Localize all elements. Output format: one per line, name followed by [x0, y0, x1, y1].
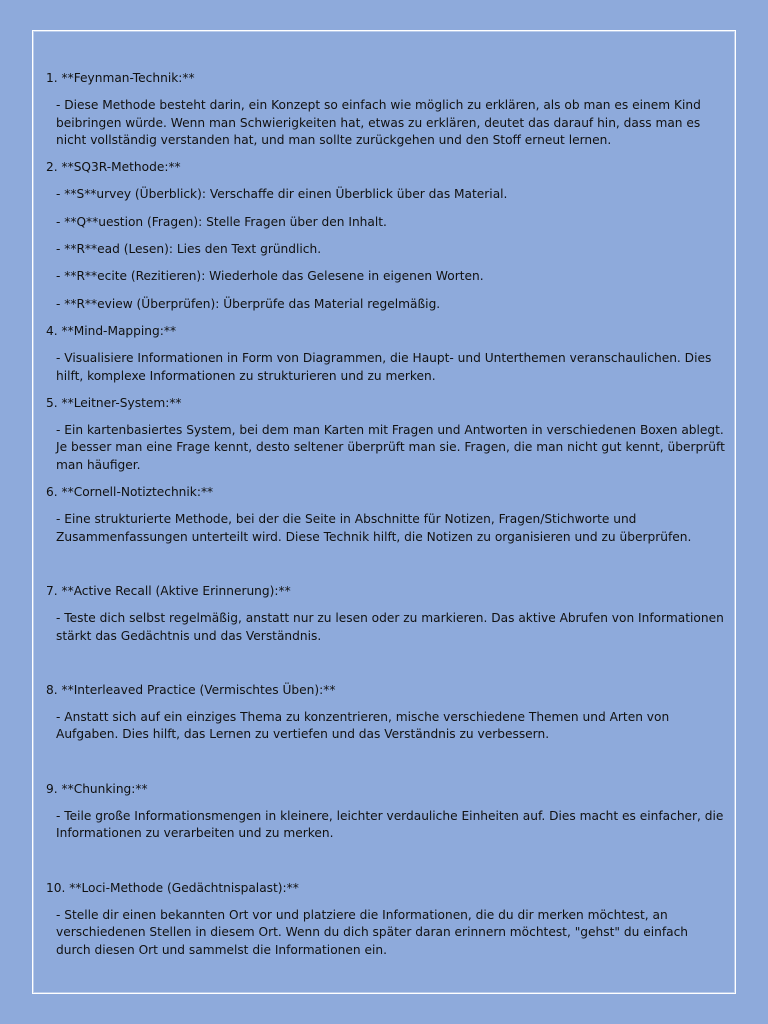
- item-leitner: [46, 395, 726, 474]
- item-paragraph: - Diese Methode besteht darin, ein Konzept so einfach wie möglich zu erklären, als ob man es einem Kind beibringen würde. Wenn man Schwierigkeiten hat, etwas zu erklären, deutet das darauf hin, dass man es nicht vollständig verstanden hat, und man sollte zurückgehen und den Stoff erneut lernen.: [56, 98, 701, 147]
- item-sq3r: [46, 159, 726, 313]
- item-paragraph: - Ein kartenbasiertes System, bei dem man Karten mit Fragen und Antworten in verschiedenen Boxen ablegt. Je besser man eine Frage kennt, desto seltener überprüft man sie. Fragen, die man nicht gut kennt, überprüft man häufiger.: [56, 423, 725, 472]
- item-cornell: [46, 484, 726, 546]
- item-heading: 5. **Leitner-System:**: [46, 395, 182, 410]
- item-loci: [46, 880, 726, 959]
- item-feynman: [46, 70, 726, 149]
- item-paragraph: - Visualisiere Informationen in Form von Diagrammen, die Haupt- und Unterthemen veranschaulichen. Dies hilft, komplexe Informationen zu strukturieren und zu merken.: [56, 351, 712, 383]
- item-interleaved: [46, 682, 726, 744]
- item-heading: 8. **Interleaved Practice (Vermischtes Üben):**: [46, 682, 336, 697]
- item-paragraph: - Eine strukturierte Methode, bei der die Seite in Abschnitte für Notizen, Fragen/Stichworte und Zusammenfassungen unterteilt wird. Diese Technik hilft, die Notizen zu organisieren und zu überprüfen.: [56, 512, 692, 544]
- spacer: [46, 754, 726, 781]
- item-mind-mapping: [46, 323, 726, 385]
- item-paragraph: - Stelle dir einen bekannten Ort vor und platziere die Informationen, die du dir merken möchtest, an verschiedenen Stellen in diesem Ort. Wenn du dich später daran erinnern möchtest, "gehst" du einfach durch diesen Ort und sammelst die Informationen ein.: [56, 907, 688, 957]
- item-active-recall: [46, 583, 726, 645]
- item-paragraph: - Teste dich selbst regelmäßig, anstatt nur zu lesen oder zu markieren. Das aktive Abrufen von Informationen stärkt das Gedächtnis und das Verständnis.: [56, 611, 724, 643]
- item-heading: 4. **Mind-Mapping:**: [46, 323, 177, 338]
- item-heading: 7. **Active Recall (Aktive Erinnerung):**: [46, 583, 291, 598]
- document-body: [46, 70, 726, 969]
- spacer: [46, 853, 726, 880]
- item-chunking: [46, 781, 726, 843]
- spacer: [46, 655, 726, 682]
- item-heading: 1. **Feynman-Technik:**: [46, 71, 195, 85]
- spacer: [46, 556, 726, 583]
- item-heading: 6. **Cornell-Notiztechnik:**: [46, 485, 214, 500]
- sub-item: - **R**ead (Lesen): Lies den Text gründlich.: [56, 242, 322, 257]
- sub-item: - **Q**uestion (Fragen): Stelle Fragen über den Inhalt.: [56, 214, 387, 229]
- sub-item: - **R**ecite (Rezitieren): Wiederhole das Gelesene in eigenen Worten.: [56, 269, 484, 284]
- item-heading: 9. **Chunking:**: [46, 781, 148, 796]
- item-heading: 2. **SQ3R-Methode:**: [46, 160, 181, 175]
- item-heading: 10. **Loci-Methode (Gedächtnispalast):**: [46, 880, 299, 895]
- sub-item: - **R**eview (Überprüfen): Überprüfe das Material regelmäßig.: [56, 296, 441, 311]
- item-paragraph: - Anstatt sich auf ein einziges Thema zu konzentrieren, mische verschiedene Themen und Arten von Aufgaben. Dies hilft, das Lernen zu vertiefen und das Verständnis zu verbessern.: [56, 710, 670, 742]
- item-paragraph: - Teile große Informationsmengen in kleinere, leichter verdauliche Einheiten auf. Dies macht es einfacher, die Informationen zu verarbeiten und zu merken.: [56, 809, 724, 841]
- sub-item: - **S**urvey (Überblick): Verschaffe dir einen Überblick über das Material.: [56, 187, 508, 202]
